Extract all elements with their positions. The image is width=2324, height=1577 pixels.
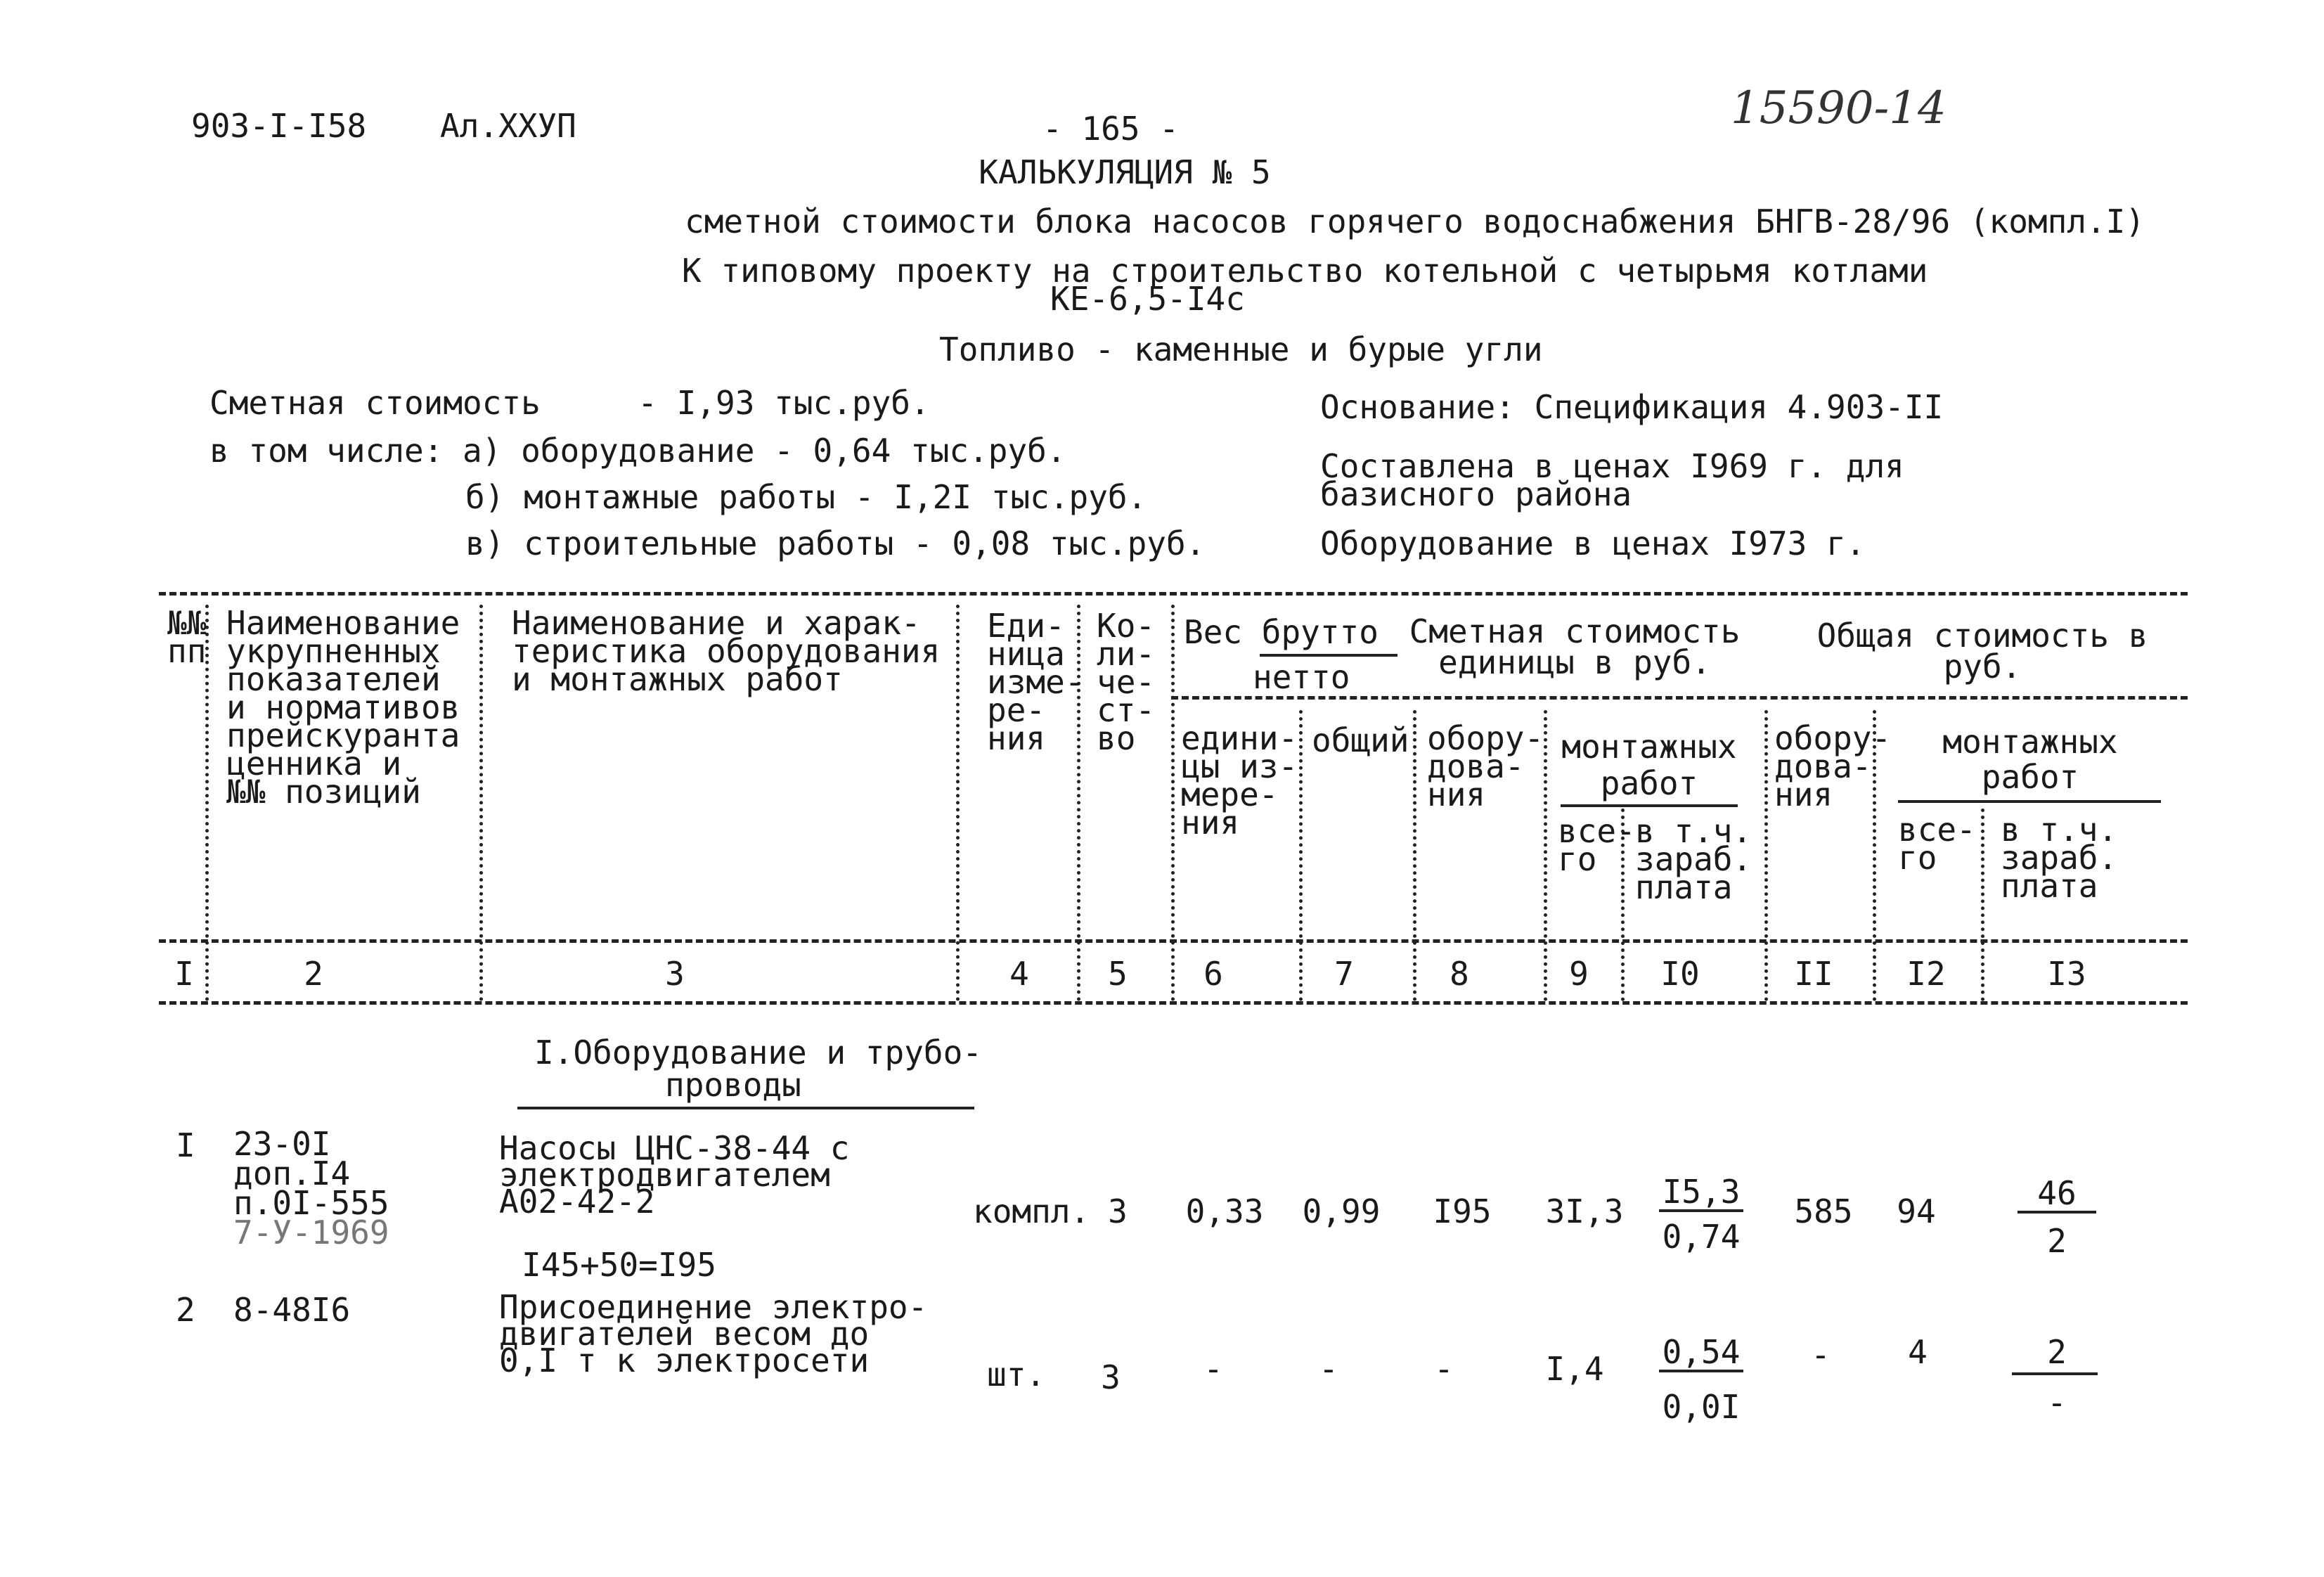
unit-cost-header: Сметная стоимость единицы в руб. [1409,612,1741,681]
row1-description: Насосы ЦНС-38-44 с электродвигателем А02-42-2 [499,1129,850,1221]
calculation-heading: КАЛЬКУЛЯЦИЯ № 5 [979,153,1271,191]
weight-unit-header: едини- цы из- мере- ния [1181,719,1298,842]
row1-weight-unit: 0,33 [1185,1192,1264,1230]
title-line-1: сметной стоимости блока насосов горячего водоснабжения БНГВ-28/96 (компл.I) [685,202,2145,240]
total-mount-wage-header: в т.ч. зараб. плата [2001,811,2118,905]
col-sep-3 [956,605,960,1001]
row1-qty: 3 [1108,1192,1128,1230]
row1-total-wage-fraction-bar [2018,1211,2096,1214]
row2-weight-total: - [1319,1350,1338,1388]
row1-calc: I45+50=I95 [522,1246,716,1284]
table-row: I [176,1126,195,1164]
row1-unit-wage-bottom: 0,74 [1662,1218,1741,1256]
weight-net-header: нетто [1253,658,1350,696]
summary-equipment: в том числе: а) оборудование - 0,64 тыс.руб. [209,432,1066,470]
weight-header: Вес брутто [1184,613,1379,651]
col-sep-5 [1171,605,1175,1001]
col-number-4: 4 [1009,955,1029,993]
row2-qty: 3 [1101,1358,1121,1396]
col-number-8: 8 [1450,955,1469,993]
total-mount-all-header: все- го [1898,811,1976,877]
row2-unit-equip: - [1434,1350,1454,1388]
row2-weight-unit: - [1203,1350,1223,1388]
title-line-2: К типовому проекту на строительство котельной с четырьмя котлами [682,252,1928,290]
row2-total-wage-top: 2 [2047,1333,2067,1371]
row1-weight-total: 0,99 [1302,1192,1381,1230]
summary-equipment-prices: Оборудование в ценах I973 г. [1320,524,1866,562]
col-number-7: 7 [1334,955,1354,993]
summary-total: Сметная стоимость - I,93 тыс.руб. [209,384,930,422]
col-number-13: I3 [2047,955,2086,993]
row2-description: Присоединение электро- двигателей весом до 0,I т к электросети [499,1288,928,1379]
table-row: 2 [176,1291,195,1329]
col-number-3: 3 [665,955,685,993]
row2-total-equip: - [1811,1336,1831,1374]
col-sep-12 [1981,809,1984,1001]
total-mount-header: монтажных работ [1942,723,2118,796]
section-underline [517,1107,974,1109]
col-sep-7 [1413,710,1416,1001]
row1-unit-mount: 3I,3 [1545,1192,1624,1230]
row1-total-wage-bottom: 2 [2047,1222,2067,1260]
section-heading-cont: проводы [665,1066,801,1104]
unit-mount-all-header: все- го [1558,812,1636,878]
col-sep-6 [1299,710,1303,1001]
col-number-6: 6 [1203,955,1223,993]
total-mount-underline [1898,800,2161,803]
unit-mount-wage-header: в т.ч. зараб. плата [1635,812,1752,906]
row1-total-equip: 585 [1794,1192,1853,1230]
section-heading: I.Оборудование и трубо- [534,1034,982,1071]
row1-total-wage-top: 46 [2037,1174,2077,1212]
title-line-4: Топливо - каменные и бурые угли [939,330,1543,368]
row2-unit-mount: I,4 [1545,1350,1604,1388]
summary-mounting: б) монтажные работы - I,2I тыс.руб. [465,478,1147,516]
row2-code: 8-48I6 [233,1291,351,1329]
row2-unit-wage-bottom: 0,0I [1662,1388,1741,1426]
col-number-9: 9 [1569,955,1589,993]
weight-underline [1260,654,1397,657]
col3-header: Наименование и харак- теристика оборудования и монтажных работ [512,604,941,698]
col1-header: №№ пп [167,604,207,670]
document-code: 903-I-I58 [191,107,367,145]
total-equip-header: обору- дова- ния [1774,719,1892,813]
col-number-12: I2 [1906,955,1946,993]
header-rule-cost [1171,696,2188,700]
row1-unit-wage-top: I5,3 [1662,1173,1741,1211]
row1-total-mount: 94 [1897,1192,1936,1230]
summary-basis: Основание: Спецификация 4.903-II [1320,388,1944,426]
sheet-number: Ал.ХХУП [440,107,576,145]
title-line-3: КЕ-6,5-I4с [1050,280,1245,318]
col-number-10: I0 [1660,955,1700,993]
summary-prices-2: базисного района [1320,475,1632,513]
unit-mount-header: монтажных работ [1561,728,1737,802]
row2-total-wage-bottom: - [2047,1384,2067,1422]
row1-unit: компл. [973,1192,1090,1230]
row2-unit: шт. [987,1356,1046,1393]
handwritten-number: 15590-14 [1731,82,1947,134]
row1-code: 23-0I доп.I4 п.0I-555 7-У-1969 [233,1125,389,1251]
page-number: - 165 - [1042,110,1179,148]
col2-header: Наименование укрупненных показателей и нормативов прейскуранта ценника и №№ позиций [226,604,460,811]
summary-construction: в) строительные работы - 0,08 тыс.руб. [465,524,1206,562]
column-numbers-rule [159,1001,2188,1005]
col5-header: Ко- ли- че- ст- во [1097,607,1156,757]
unit-mount-underline [1561,804,1738,807]
col-sep-10 [1764,710,1768,1001]
row2-total-mount: 4 [1908,1333,1928,1371]
row2-unit-wage-top: 0,54 [1662,1333,1741,1371]
weight-total-header: общий [1312,721,1409,759]
table-top-rule [159,592,2188,596]
summary-prices-1: Составлена в ценах I969 г. для [1320,447,1904,485]
col-number-5: 5 [1108,955,1128,993]
row1-unit-equip: I95 [1433,1192,1492,1230]
col-sep-8 [1544,710,1547,1001]
row2-unit-wage-fraction-bar [1659,1370,1743,1372]
row2-total-wage-fraction-bar [2012,1372,2098,1375]
col-number-2: 2 [304,955,323,993]
col-number-1: I [174,955,194,993]
total-cost-header: Общая стоимость в руб. [1816,617,2148,685]
unit-equip-header: обору- дова- ния [1427,719,1544,813]
col-sep-2 [479,605,483,1001]
col4-header: Еди- ница изме- ре- ния [987,607,1085,757]
col-number-11: II [1794,955,1833,993]
row1-unit-wage-fraction-bar [1659,1209,1743,1212]
